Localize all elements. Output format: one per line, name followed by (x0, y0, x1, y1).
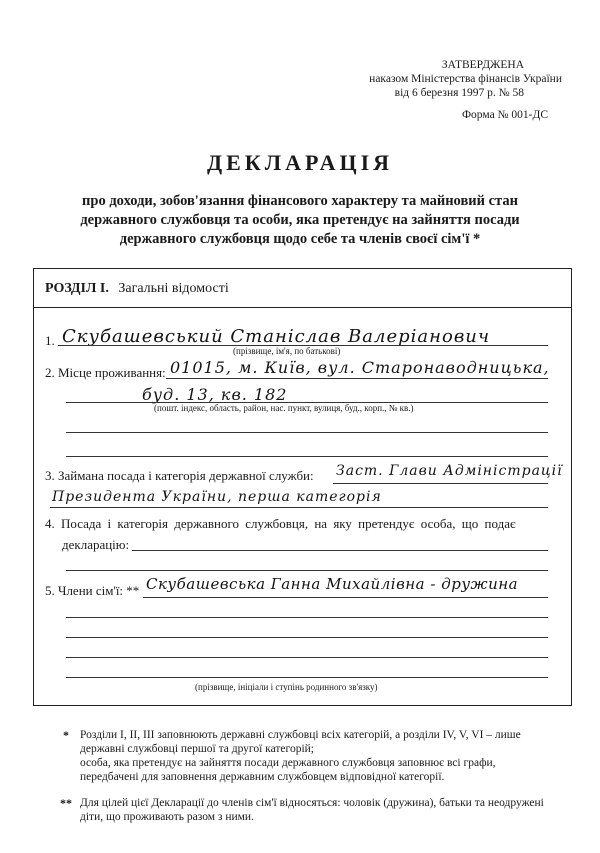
approval-date: від 6 березня 1997 р. № 58 (394, 87, 524, 99)
field-5-line-5 (66, 677, 548, 678)
section-header-divider (33, 307, 572, 308)
field-3-position-value-2: Президента України, перша категорія (52, 489, 382, 505)
field-1-number: 1. (45, 333, 55, 348)
footnote-1-line-4: передбачені для заповнення державним службовцем відповідної категорії. (80, 771, 445, 783)
field-3-label: 3. Займана посада і категорія державної служби: (45, 468, 314, 483)
field-1-hint: (прізвище, ім'я, по батькові) (233, 346, 341, 356)
field-4-line-2 (66, 570, 548, 571)
field-2-line-3 (66, 432, 548, 433)
subtitle-line-3: державного службовця щодо себе та членів своєї сім'ї * (119, 231, 481, 247)
field-5-line-1 (143, 597, 548, 598)
footnote-1 (80, 728, 570, 784)
field-5-label: 5. Члени сім'ї: ** (45, 583, 140, 598)
document-title: ДЕКЛАРАЦІЯ (206, 150, 394, 175)
form-number: Форма № 001-ДС (461, 109, 548, 121)
section-heading (45, 281, 229, 297)
field-3-line-2 (50, 507, 548, 508)
section-name: Загальні відомості (118, 281, 229, 296)
footnote-1-line-3: особа, яка претендує на зайняття посади державного службовця заповнює всі графи, (80, 757, 496, 769)
field-2-address-value-1: 01015, м. Київ, вул. Старонаводницька, (170, 358, 550, 377)
field-1-fullname-value: Скубашевський Станіслав Валеріанович (62, 326, 491, 347)
field-5-line-4 (66, 657, 548, 658)
field-5-hint: (прізвище, ініціали і ступінь родинного зв'язку) (195, 682, 378, 692)
field-3-line-1 (333, 483, 548, 484)
footnote-2 (80, 796, 570, 824)
field-4-label-1: 4. Посада і категорія державного службовця, на яку претендує особа, що подає (45, 516, 516, 531)
field-5-line-2 (66, 617, 548, 618)
footnote-2-line-2: діти, що проживають разом з ними. (80, 811, 254, 823)
field-2-line-4 (66, 456, 548, 457)
footnote-1-line-1: Розділи І, ІІ, ІІІ заповнюють державні службовці всіх категорій, а розділи IV, V, VI – лише (80, 729, 521, 741)
field-4-line-1 (132, 550, 548, 551)
approval-order: наказом Міністерства фінансів України (369, 73, 562, 85)
subtitle-line-2: державного службовця та особи, яка претендує на зайняття посади (80, 212, 520, 228)
field-5-family-value: Скубашевська Ганна Михайлівна - дружина (146, 575, 519, 593)
approval-stamp-block (369, 58, 562, 100)
subtitle-line-1: про доходи, зобов'язання фінансового характеру та майновий стан (82, 193, 518, 209)
footnote-1-marker: * (63, 728, 69, 742)
footnote-2-line-1: Для цілей цієї Декларації до членів сім'ї відносяться: чоловік (дружина), батьки та неодружені (80, 797, 544, 809)
field-2-address-value-2: буд. 13, кв. 182 (142, 385, 288, 404)
field-2-line-1 (166, 378, 548, 379)
field-5-line-3 (66, 637, 548, 638)
field-4-label-2: декларацію: (62, 537, 130, 552)
approval-title: ЗАТВЕРДЖЕНА (441, 59, 524, 71)
footnote-1-line-2: державні службовці першої та другої категорій; (80, 743, 315, 755)
document-subtitle (40, 192, 560, 249)
field-2-hint: (пошт. індекс, область, район, нас. пункт, вулиця, буд., корп., № кв.) (154, 403, 414, 413)
footnote-2-marker: ** (60, 796, 72, 810)
section-label: РОЗДІЛ І. (45, 281, 109, 296)
field-2-label: 2. Місце проживання: (45, 365, 166, 380)
field-3-position-value-1: Заст. Глави Адміністрації (336, 463, 563, 479)
